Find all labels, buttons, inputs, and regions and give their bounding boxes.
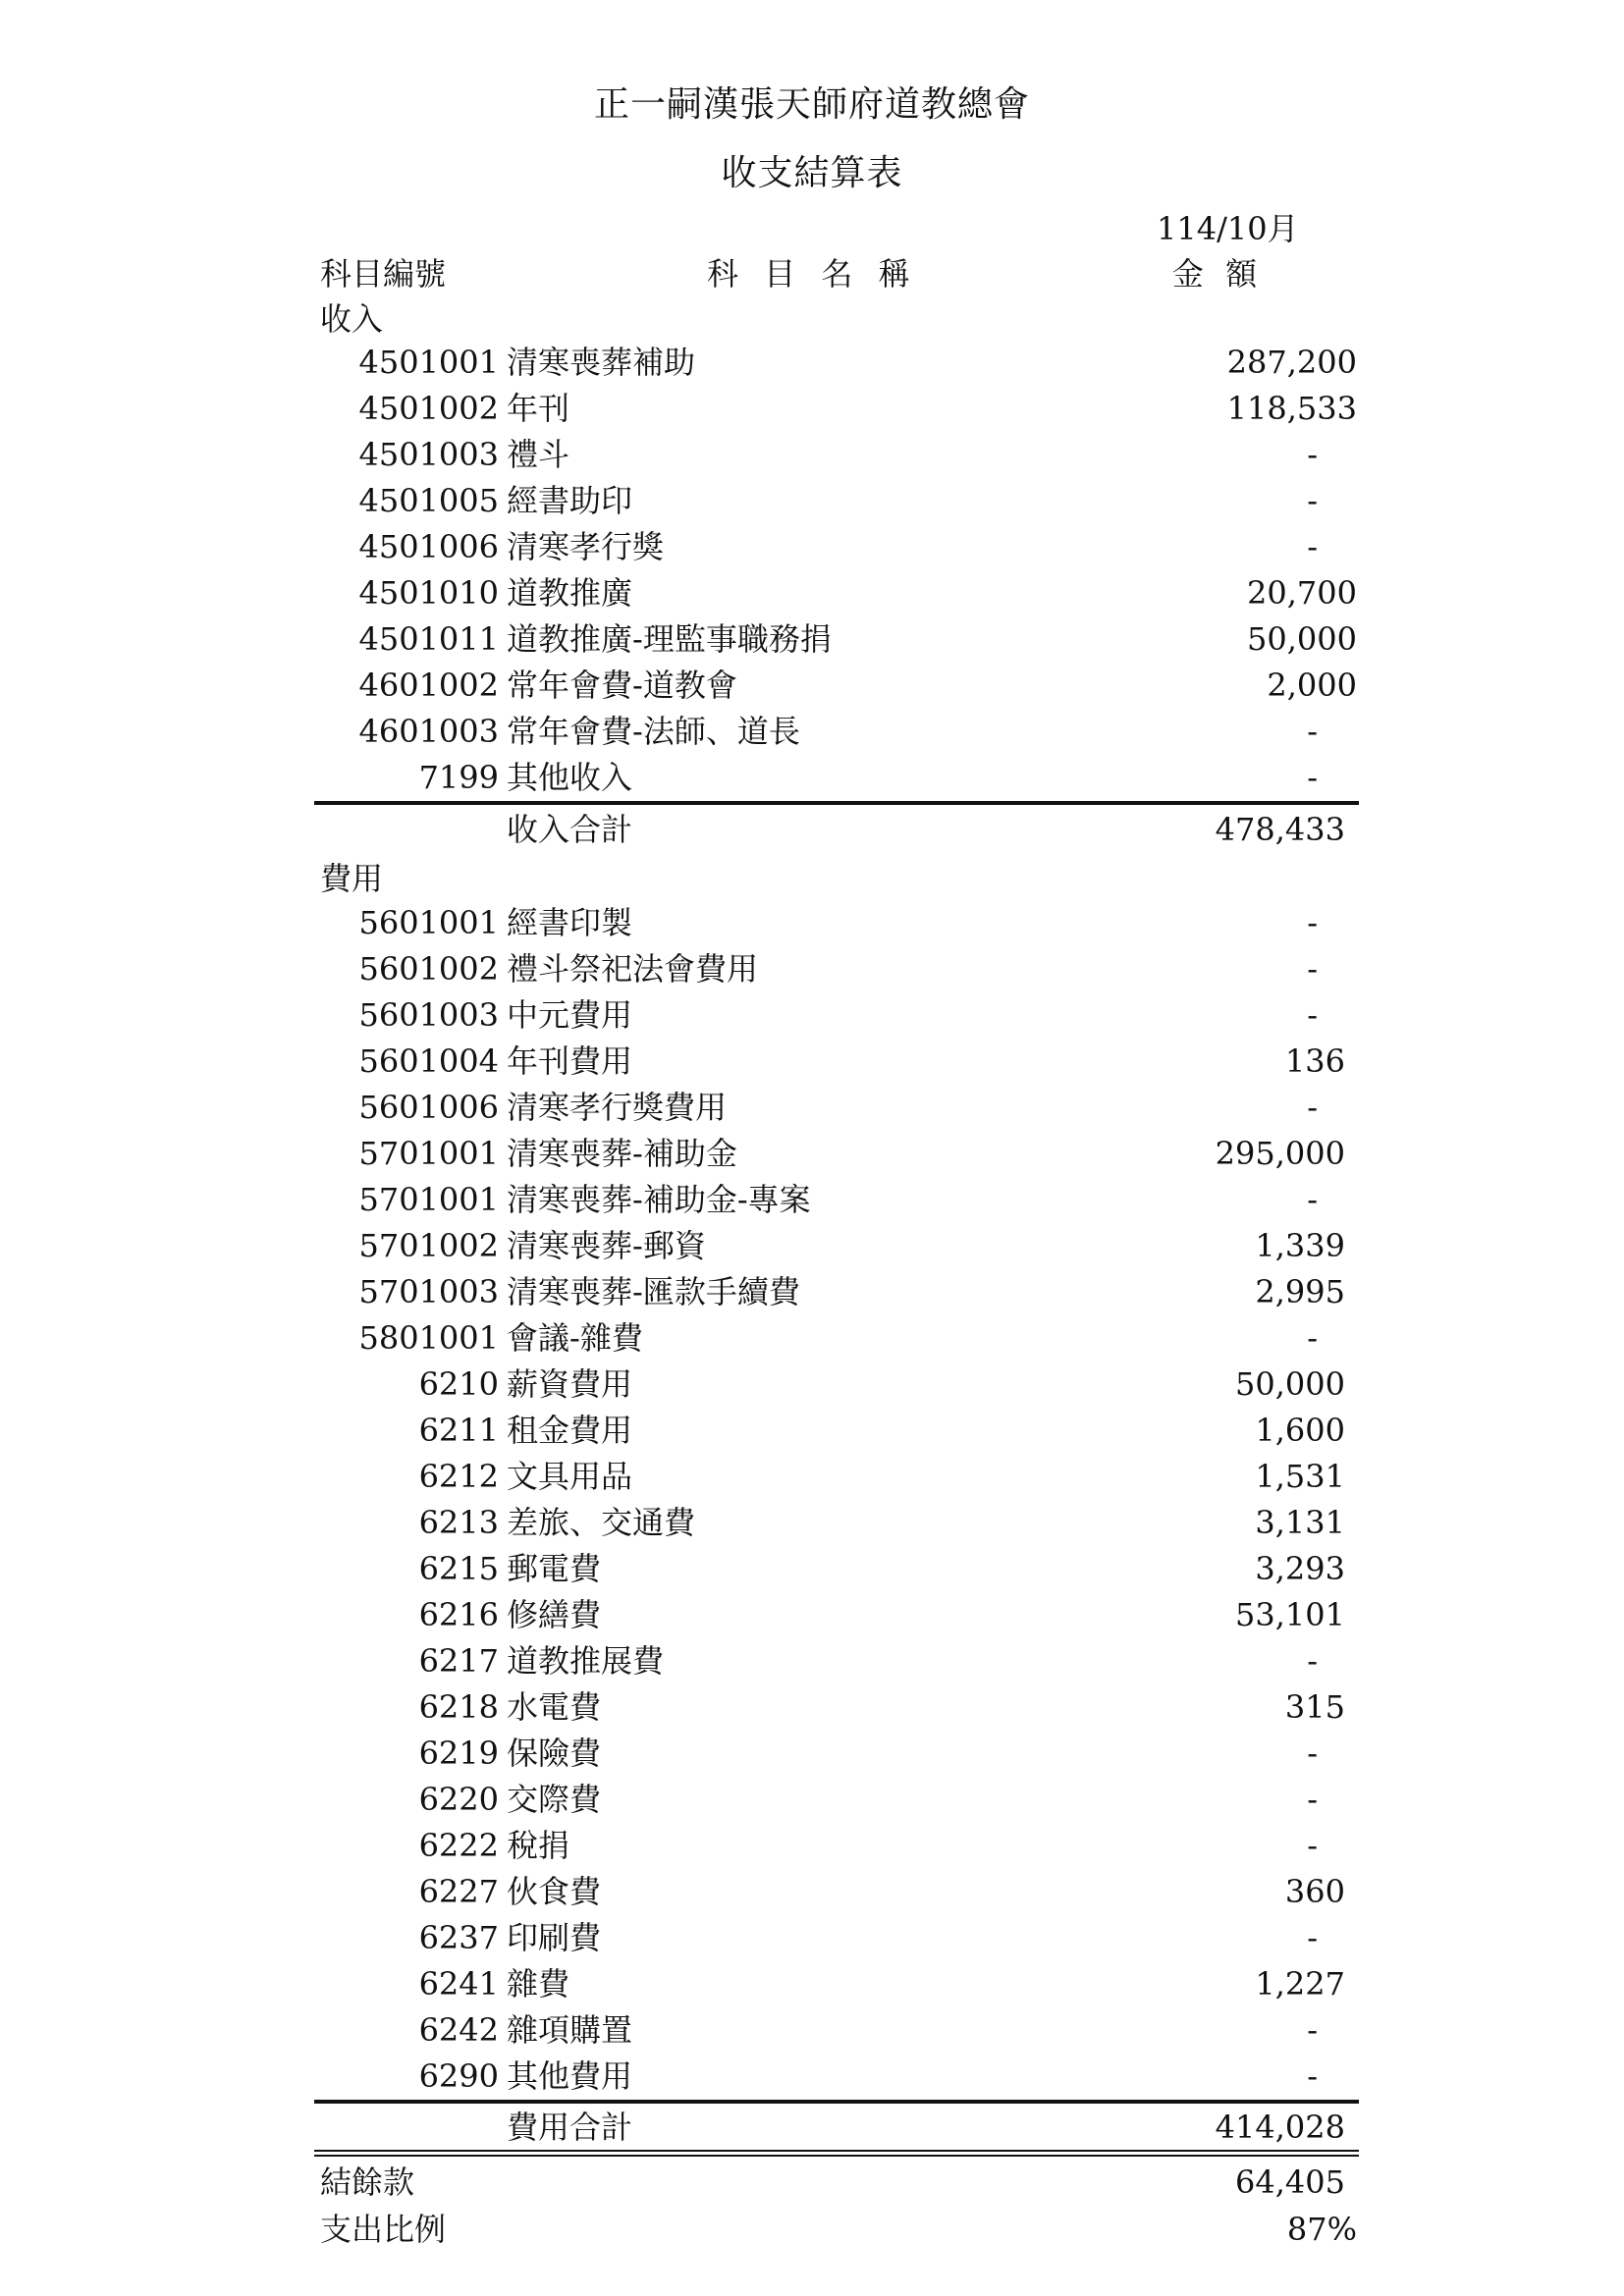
account-name: 郵電費 (507, 1550, 602, 1587)
account-name: 清寒喪葬-郵資 (507, 1227, 706, 1264)
account-code: 4501002 (358, 390, 499, 427)
account-code: 6217 (418, 1642, 499, 1680)
account-code: 6215 (418, 1550, 499, 1587)
account-amount: - (1307, 482, 1318, 519)
account-name: 禮斗祭祀法會費用 (507, 950, 759, 988)
table-row (320, 1131, 1357, 1176)
account-code: 5601004 (358, 1042, 499, 1080)
account-code: 4501010 (358, 574, 499, 612)
account-amount: - (1307, 904, 1318, 941)
account-name: 租金費用 (507, 1412, 633, 1449)
table-row (320, 1777, 1357, 1822)
account-code: 6216 (418, 1596, 499, 1633)
account-code: 4501003 (358, 436, 499, 473)
account-name: 清寒孝行獎 (507, 528, 665, 565)
expense-total-amount: 414,028 (1215, 2109, 1345, 2146)
account-amount: - (1307, 436, 1318, 473)
account-name: 其他收入 (507, 759, 633, 796)
account-name: 保險費 (507, 1735, 602, 1772)
account-name: 其他費用 (507, 2057, 633, 2095)
table-row (320, 1592, 1357, 1637)
account-amount: 50,000 (1235, 1365, 1345, 1403)
table-row (320, 1823, 1357, 1868)
table-row (320, 900, 1357, 945)
account-code: 5801001 (358, 1319, 499, 1357)
expense-total-divider (314, 2100, 1359, 2104)
account-amount: 20,700 (1247, 574, 1357, 612)
account-code: 4501011 (358, 620, 499, 658)
account-amount: - (1307, 713, 1318, 750)
account-code: 5601003 (358, 996, 499, 1034)
account-name: 稅捐 (507, 1827, 570, 1864)
account-code: 5701001 (358, 1135, 499, 1172)
account-amount: 1,531 (1255, 1458, 1345, 1495)
account-code: 4601002 (358, 667, 499, 704)
table-row (320, 1177, 1357, 1222)
income-total-label: 收入合計 (507, 811, 633, 848)
account-code: 5601001 (358, 904, 499, 941)
account-amount: 3,131 (1255, 1504, 1345, 1541)
balance-label: 結餘款 (320, 2163, 415, 2201)
account-amount: 1,227 (1255, 1965, 1345, 2002)
account-name: 會議-雜費 (507, 1319, 643, 1357)
table-row (320, 1269, 1357, 1314)
double-rule-top (314, 2150, 1359, 2152)
table-row (320, 1039, 1357, 1084)
table-row (320, 663, 1357, 708)
expense-section-label: 費用 (320, 860, 384, 897)
table-row (320, 1638, 1357, 1683)
account-amount: - (1307, 1181, 1318, 1218)
table-row (320, 709, 1357, 754)
account-amount: 1,600 (1255, 1412, 1345, 1449)
account-name: 年刊費用 (507, 1042, 633, 1080)
account-code: 6219 (418, 1735, 499, 1772)
income-total-divider (314, 801, 1359, 805)
account-name: 清寒孝行獎費用 (507, 1089, 728, 1126)
account-amount: 136 (1284, 1042, 1345, 1080)
account-name: 中元費用 (507, 996, 633, 1034)
account-code: 6218 (418, 1688, 499, 1726)
table-row (320, 524, 1357, 569)
account-amount: - (1307, 1735, 1318, 1772)
account-name: 雜項購置 (507, 2011, 633, 2049)
account-code: 5701002 (358, 1227, 499, 1264)
expense-ratio-label: 支出比例 (320, 2211, 447, 2248)
account-name: 年刊 (507, 390, 570, 427)
account-code: 6241 (418, 1965, 499, 2002)
account-name: 印刷費 (507, 1919, 602, 1956)
table-row (320, 992, 1357, 1038)
table-row (320, 1546, 1357, 1591)
account-code: 5701003 (358, 1273, 499, 1310)
account-name: 禮斗 (507, 436, 570, 473)
account-amount: - (1307, 1827, 1318, 1864)
account-amount: 315 (1284, 1688, 1345, 1726)
account-amount: - (1307, 996, 1318, 1034)
account-name: 道教推展費 (507, 1642, 665, 1680)
table-row (320, 2007, 1357, 2053)
double-rule-bottom (314, 2155, 1359, 2157)
account-name: 道教推廣 (507, 574, 633, 612)
account-code: 4501001 (358, 344, 499, 381)
expense-total-row (320, 2105, 1357, 2150)
column-header-code: 科目編號 (320, 255, 447, 293)
column-header-name: 科 目 名 稱 (707, 255, 918, 293)
table-row (320, 570, 1357, 615)
table-row (320, 946, 1357, 991)
account-name: 水電費 (507, 1688, 602, 1726)
account-code: 6227 (418, 1873, 499, 1910)
account-amount: 118,533 (1226, 390, 1357, 427)
table-row (320, 1961, 1357, 2006)
table-row (320, 1085, 1357, 1130)
account-amount: - (1307, 1319, 1318, 1357)
account-code: 6222 (418, 1827, 499, 1864)
account-name: 雜費 (507, 1965, 570, 2002)
column-header-amount: 金 額 (1171, 255, 1264, 293)
account-amount: - (1307, 950, 1318, 988)
account-name: 清寒喪葬補助 (507, 344, 696, 381)
account-code: 4501006 (358, 528, 499, 565)
account-amount: - (1307, 1781, 1318, 1818)
account-code: 6237 (418, 1919, 499, 1956)
account-amount: - (1307, 1642, 1318, 1680)
account-code: 5601002 (358, 950, 499, 988)
account-code: 5601006 (358, 1089, 499, 1126)
account-name: 差旅、交通費 (507, 1504, 696, 1541)
account-amount: - (1307, 759, 1318, 796)
account-code: 4601003 (358, 713, 499, 750)
account-code: 7199 (418, 759, 499, 796)
table-row (320, 1315, 1357, 1361)
account-amount: - (1307, 2057, 1318, 2095)
organization-title: 正一嗣漢張天師府道教總會 (593, 84, 1030, 125)
account-name: 道教推廣-理監事職務捐 (507, 620, 832, 658)
account-name: 常年會費-道教會 (507, 667, 737, 704)
account-code: 6211 (418, 1412, 499, 1449)
account-amount: 2,000 (1267, 667, 1357, 704)
income-total-row (320, 807, 1357, 852)
account-name: 修繕費 (507, 1596, 602, 1633)
table-row (320, 2054, 1357, 2099)
expense-total-label: 費用合計 (507, 2109, 633, 2146)
account-amount: 50,000 (1247, 620, 1357, 658)
account-name: 清寒喪葬-補助金-專案 (507, 1181, 811, 1218)
period-label: 114/10月 (1157, 210, 1299, 247)
table-row (320, 616, 1357, 662)
account-name: 經書助印 (507, 482, 633, 519)
account-amount: - (1307, 528, 1318, 565)
account-name: 清寒喪葬-補助金 (507, 1135, 737, 1172)
account-code: 6212 (418, 1458, 499, 1495)
account-amount: - (1307, 2011, 1318, 2049)
account-name: 常年會費-法師、道長 (507, 713, 800, 750)
account-code: 6290 (418, 2057, 499, 2095)
account-amount: - (1307, 1089, 1318, 1126)
account-name: 清寒喪葬-匯款手續費 (507, 1273, 800, 1310)
table-row (320, 1731, 1357, 1776)
account-name: 薪資費用 (507, 1365, 633, 1403)
account-name: 經書印製 (507, 904, 633, 941)
account-amount: 360 (1284, 1873, 1345, 1910)
account-amount: 287,200 (1226, 344, 1357, 381)
account-name: 交際費 (507, 1781, 602, 1818)
account-code: 6210 (418, 1365, 499, 1403)
table-row (320, 340, 1357, 385)
document-title: 收支結算表 (721, 153, 903, 193)
table-row (320, 1915, 1357, 1960)
expense-ratio-amount: 87% (1286, 2211, 1357, 2248)
table-row (320, 432, 1357, 477)
account-name: 伙食費 (507, 1873, 602, 1910)
account-code: 6220 (418, 1781, 499, 1818)
income-section-label: 收入 (320, 300, 384, 338)
table-row (320, 1362, 1357, 1407)
account-amount: 53,101 (1235, 1596, 1345, 1633)
account-amount: - (1307, 1919, 1318, 1956)
table-row (320, 1223, 1357, 1268)
expense-ratio-row (320, 2207, 1357, 2252)
table-row (320, 1500, 1357, 1545)
table-row (320, 1684, 1357, 1730)
account-amount: 295,000 (1215, 1135, 1345, 1172)
account-code: 4501005 (358, 482, 499, 519)
account-amount: 2,995 (1255, 1273, 1345, 1310)
account-amount: 3,293 (1255, 1550, 1345, 1587)
account-name: 文具用品 (507, 1458, 633, 1495)
balance-amount: 64,405 (1235, 2163, 1345, 2201)
account-code: 6242 (418, 2011, 499, 2049)
account-amount: 1,339 (1255, 1227, 1345, 1264)
account-code: 5701001 (358, 1181, 499, 1218)
table-row (320, 478, 1357, 523)
account-code: 6213 (418, 1504, 499, 1541)
table-row (320, 1408, 1357, 1453)
table-row (320, 1454, 1357, 1499)
income-total-amount: 478,433 (1215, 811, 1345, 848)
table-row (320, 755, 1357, 800)
table-row (320, 1869, 1357, 1914)
balance-row (320, 2160, 1357, 2205)
table-row (320, 386, 1357, 431)
